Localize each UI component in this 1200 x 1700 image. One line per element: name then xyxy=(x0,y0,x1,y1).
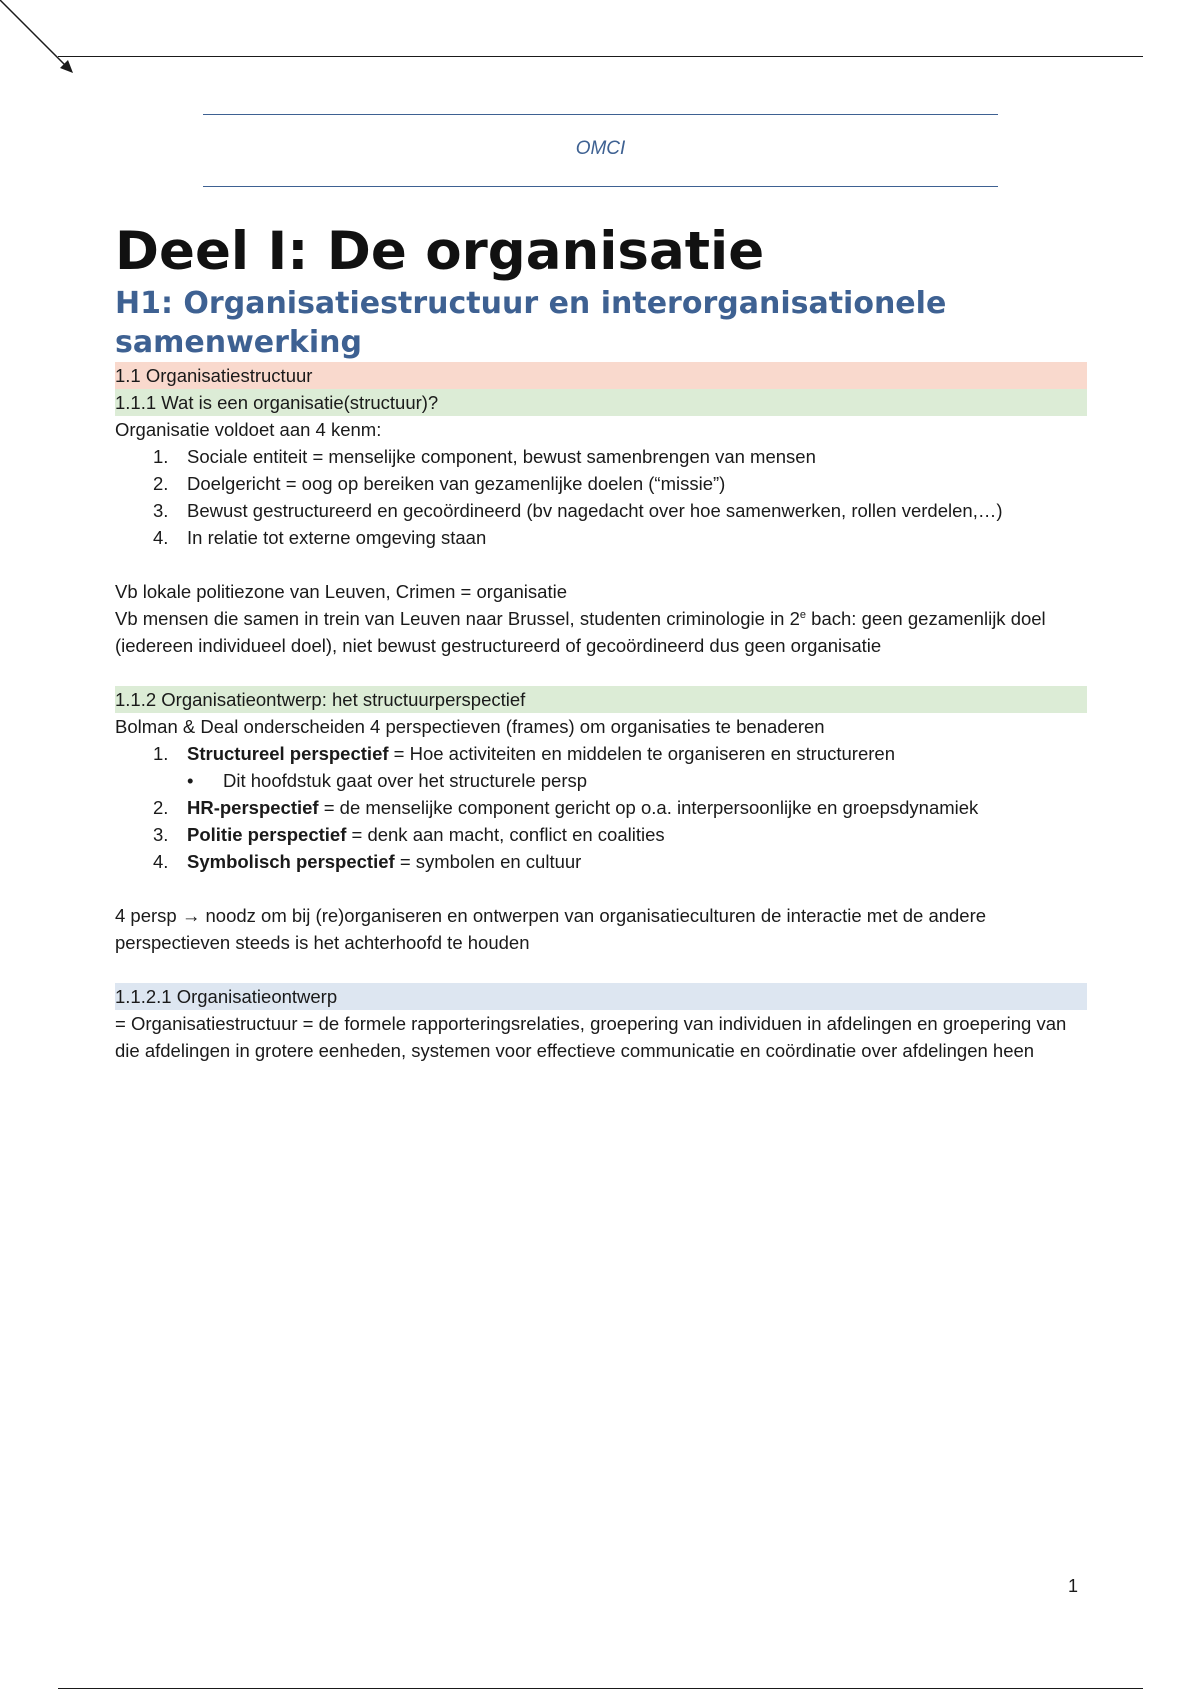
perspectives-list xyxy=(115,740,1087,875)
sub-list-item: • Dit hoofdstuk gaat over het structurele persp xyxy=(187,770,588,791)
section-heading-1-1: 1.1 Organisatiestructuur xyxy=(115,362,1087,389)
list-item: 4. In relatie tot externe omgeving staan xyxy=(153,527,487,548)
list-item: 1. Structureel perspectief = Hoe activiteiten en middelen te organiseren en structureren xyxy=(153,743,895,764)
corner-arrow-icon xyxy=(0,0,80,80)
list-item: 3. Politie perspectief = denk aan macht, conflict en coalities xyxy=(153,824,665,845)
example-paragraph: Vb mensen die samen in trein van Leuven naar Brussel, studenten criminologie in 2e bach: geen gezamenlijk doel (iedereen individueel doel), niet bewust gestructureerd of gecoördineerd dus geen organisatie xyxy=(115,608,1046,656)
page-title: Deel I: De organisatie xyxy=(115,221,765,282)
list-item: 3. Bewust gestructureerd en gecoördineerd (bv nagedacht over hoe samenwerken, rollen verdelen,…) xyxy=(153,500,1003,521)
page-number: 1 xyxy=(1068,1576,1079,1596)
list-item: 2. HR-perspectief = de menselijke component gericht op o.a. interpersoonlijke en groepsdynamiek xyxy=(153,797,979,818)
list-item: 4. Symbolisch perspectief = symbolen en cultuur xyxy=(153,851,582,872)
example-paragraph: Vb lokale politiezone van Leuven, Crimen = organisatie xyxy=(115,581,567,602)
section-heading-1-1-2: 1.1.2 Organisatieontwerp: het structuurperspectief xyxy=(115,686,1087,713)
list-item: 1. Sociale entiteit = menselijke component, bewust samenbrengen van mensen xyxy=(153,446,816,467)
definition-paragraph: = Organisatiestructuur = de formele rapporteringsrelaties, groepering van individuen in afdelingen en groepering van die afdelingen in grotere eenheden, systemen voor effectieve communicatie en coördinatie over afdelingen heen xyxy=(115,1013,1067,1061)
right-arrow-icon: → xyxy=(181,905,201,926)
perspectives-note: 4 persp → noodz om bij (re)organiseren en ontwerpen van organisatieculturen de interactie met de andere perspectieven steeds is het achterhoofd te houden xyxy=(115,905,987,953)
characteristics-list xyxy=(115,443,1087,551)
intro-paragraph: Bolman & Deal onderscheiden 4 perspectieven (frames) om organisaties te benaderen xyxy=(115,716,825,737)
section-heading-1-1-1: 1.1.1 Wat is een organisatie(structuur)? xyxy=(115,389,1087,416)
document-body xyxy=(115,220,1087,1064)
header-text: OMCI xyxy=(575,138,626,159)
list-item: 2. Doelgericht = oog op bereiken van gezamenlijke doelen (“missie”) xyxy=(153,473,726,494)
top-rule xyxy=(58,56,1143,57)
page-header xyxy=(203,114,998,187)
section-heading-1-1-2-1: 1.1.2.1 Organisatieontwerp xyxy=(115,983,1087,1010)
intro-paragraph: Organisatie voldoet aan 4 kenm: xyxy=(115,419,382,440)
bottom-rule xyxy=(58,1688,1143,1689)
chapter-heading: H1: Organisatiestructuur en interorganisationele samenwerking xyxy=(115,286,947,360)
